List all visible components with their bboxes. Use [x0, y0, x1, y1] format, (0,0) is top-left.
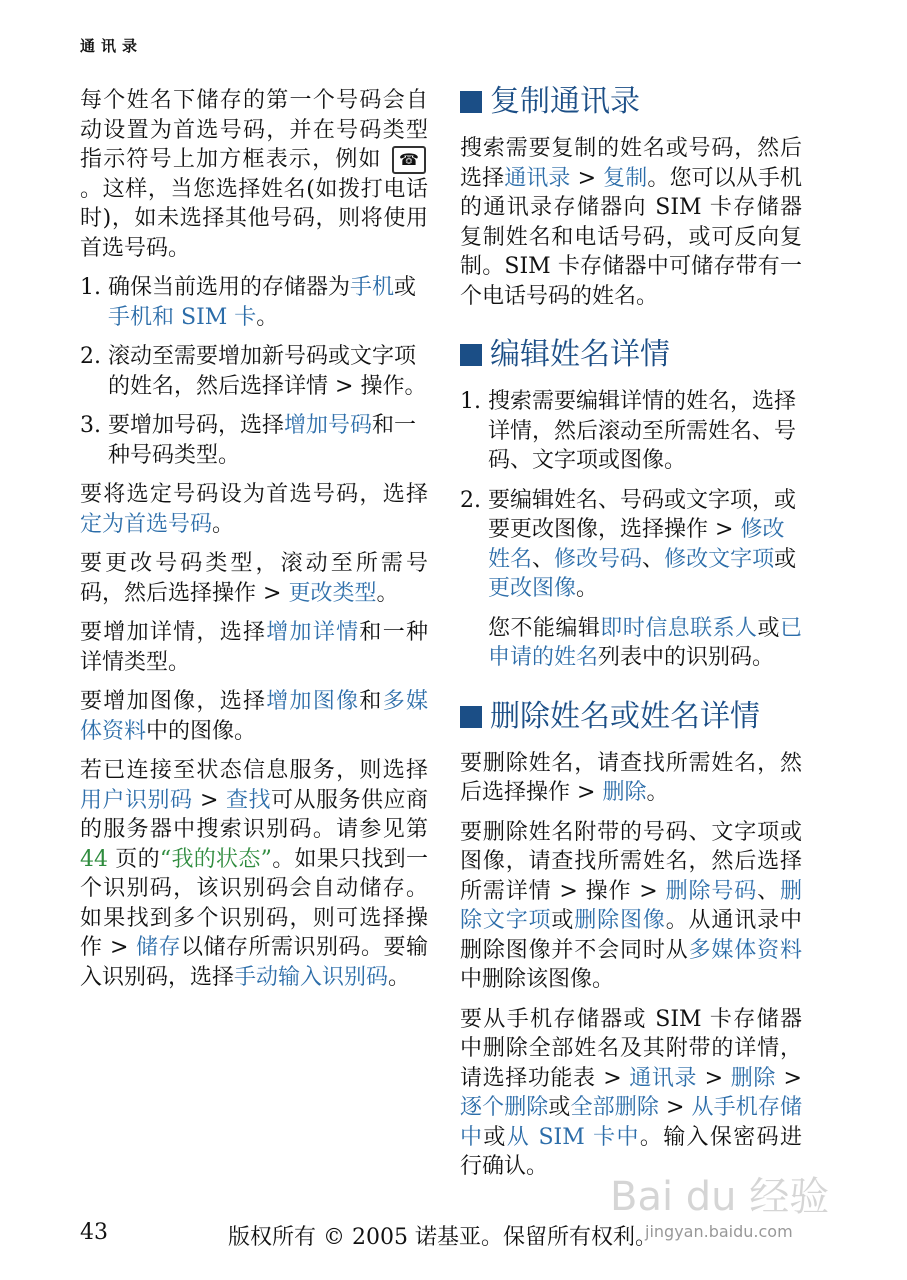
section-heading-delete: 删除姓名或姓名详情 [460, 697, 802, 737]
square-bullet-icon [460, 91, 482, 113]
section-heading-edit: 编辑姓名详情 [460, 335, 802, 375]
paragraph: 要增加详情，选择增加详情和一种详情类型。 [80, 620, 428, 675]
paragraph: 要增加图像，选择增加图像和多媒体资料中的图像。 [80, 689, 428, 744]
page-number: 43 [80, 1220, 108, 1245]
paragraph: 要更改号码类型，滚动至所需号码，然后选择操作 > 更改类型。 [80, 551, 428, 606]
paragraph: 若已连接至状态信息服务，则选择用户识别码 > 查找可从服务供应商的服务器中搜索识别码。请参见第 44 页的“我的状态”。如果只找到一个识别码，该识别码会自动储存。如果找到多个识别码，则可选择操作 > 储存以储存所需识别码。要输入识别码，选择手动输入识别码。 [80, 758, 428, 990]
square-bullet-icon [460, 706, 482, 728]
section-heading-copy: 复制通讯录 [460, 82, 802, 122]
list-item: 2. 滚动至需要增加新号码或文字项的姓名，然后选择详情 > 操作。 [80, 344, 427, 399]
list-item: 1. 搜索需要编辑详情的姓名，选择详情，然后滚动至所需姓名、号码、文字项或图像。 [460, 389, 797, 473]
copyright-notice: 版权所有 © 2005 诺基亚。保留所有权利。 [228, 1225, 657, 1250]
paragraph: 要将选定号码设为首选号码，选择定为首选号码。 [80, 482, 428, 537]
paragraph: 要删除姓名附带的号码、文字项或图像，请查找所需姓名，然后选择所需详情 > 操作 > 删除号码、删除文字项或删除图像。从通讯录中删除图像并不会同时从多媒体资料中删除该图像。 [460, 819, 802, 992]
note-paragraph: 您不能编辑即时信息联系人或已申请的姓名列表中的识别码。 [488, 615, 802, 670]
svg-text:Bai du 经验: Bai du 经验 [610, 1174, 830, 1220]
paragraph-preferred-number: 每个姓名下储存的第一个号码会自动设置为首选号码，并在号码类型指示符号上加方框表示，例如 ☎。这样，当您选择姓名(如拨打电话时)，如未选择其他号码，则将使用首选号码。 [80, 88, 428, 261]
paragraph: 要删除姓名，请查找所需姓名，然后选择操作 > 删除。 [460, 750, 802, 805]
list-item: 3. 要增加号码，选择增加号码和一种号码类型。 [80, 413, 417, 468]
page-ref-link[interactable]: 44 [80, 846, 108, 872]
phone-icon: ☎ [392, 146, 426, 174]
right-column [460, 82, 802, 1192]
page-header: 通讯录 [80, 37, 144, 55]
paragraph: 搜索需要复制的姓名或号码，然后选择通讯录 > 复制。您可以从手机的通讯录存储器向 SIM 卡存储器复制姓名和电话号码，或可反向复制。SIM 卡存储器中可储存带有一个电话号码的姓名。 [460, 136, 802, 309]
list-item: 2. 要编辑姓名、号码或文字项，或要更改图像，选择操作 > 修改姓名、修改号码、修改文字项或更改图像。 [460, 487, 797, 601]
watermark-url: jingyan.baidu.com [645, 1222, 793, 1241]
list-item: 1. 确保当前选用的存储器为手机或手机和 SIM 卡。 [80, 275, 417, 330]
section-ref-link[interactable]: “我的状态” [159, 846, 272, 872]
steps-list [460, 387, 802, 604]
steps-list [80, 273, 428, 470]
square-bullet-icon [460, 344, 482, 366]
left-column [80, 86, 428, 1002]
paragraph: 要从手机存储器或 SIM 卡存储器中删除全部姓名及其附带的详情，请选择功能表 > 通讯录 > 删除 > 逐个删除或全部删除 > 从手机存储中或从 SIM 卡中。输入保密码进行确认。 [460, 1006, 802, 1179]
